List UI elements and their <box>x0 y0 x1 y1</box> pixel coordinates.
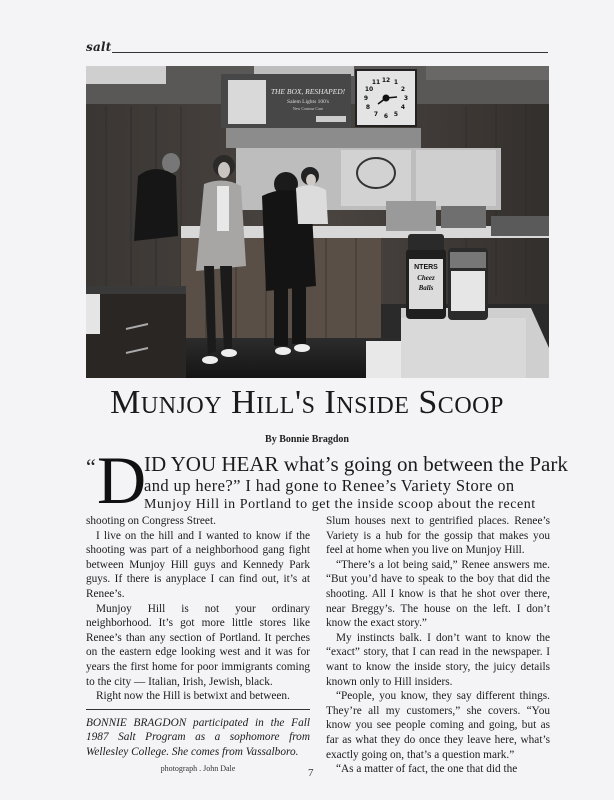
lede-line-2: and up here?” I had gone to Renee’s Variety Store on <box>144 476 515 495</box>
paragraph: Slum houses next to gentrified places. Renee’s Variety is a hub for the gossip that makes you feel at home when you live on Munjoy Hill. <box>326 515 550 557</box>
publication-logo: salt <box>86 40 112 54</box>
svg-text:12: 12 <box>381 77 391 84</box>
page-number: 7 <box>308 767 314 779</box>
svg-text:1: 1 <box>393 79 399 86</box>
drop-cap: D <box>97 442 147 518</box>
svg-text:Balls: Balls <box>418 284 434 292</box>
svg-text:8: 8 <box>365 104 371 111</box>
svg-text:2: 2 <box>400 86 406 93</box>
paragraph: “There’s a lot being said,” Renee answers me. “But you’d have to speak to the boy that did the shooting. All I know is that he shot over there, near Breggy’s. The house on the left. I don’t know the exact story.” <box>326 558 550 630</box>
paragraph: My instincts balk. I don’t want to know the “exact” story, that I can read in the newspaper. I want to know the inside story, the juicy details known only to Hill insiders. <box>326 631 550 688</box>
bio-divider <box>86 709 310 710</box>
open-quote: “ <box>86 454 96 479</box>
svg-text:7: 7 <box>373 111 379 118</box>
sign-text: THE BOX, RESHAPED! <box>270 87 346 96</box>
article-title: Munjoy Hill's Inside Scoop <box>110 384 504 421</box>
svg-text:Cheez: Cheez <box>417 274 435 282</box>
svg-text:4: 4 <box>400 104 406 111</box>
paragraph: Right now the Hill is betwixt and between. <box>96 690 290 703</box>
paragraph: I live on the hill and I wanted to know if the shooting was part of a neighborhood gang fight between Munjoy Hill guys and Kennedy Park guys. If there is anyplace I can find out, it’s at Renee’s. <box>86 529 310 600</box>
paragraph: “People, you know, they say different things. They’re all my customers,” she covers. “You know you see people coming and going, but as far as what they do once they leave here, what’s exactly going on, that’s a question mark.” <box>326 690 550 761</box>
author-bio: BONNIE BRAGDON participated in the Fall 1987 Salt Program as a sophomore from Wellesley College. She comes from Vassalboro. <box>86 716 310 758</box>
right-column <box>326 514 550 777</box>
lede-line-3: Munjoy Hill in Portland to get the inside scoop about the recent <box>144 497 536 512</box>
header-rule <box>112 52 548 53</box>
store-interior-photo <box>86 66 549 378</box>
running-head <box>86 42 548 56</box>
svg-text:New Contour Case: New Contour Case <box>292 106 324 111</box>
svg-text:Salem Lights 100's: Salem Lights 100's <box>287 99 329 105</box>
svg-text:9: 9 <box>363 95 369 102</box>
svg-text:10: 10 <box>364 86 374 93</box>
left-column <box>86 514 310 776</box>
paragraph: “As a matter of fact, the one that did the <box>336 763 518 776</box>
svg-text:5: 5 <box>393 111 399 118</box>
paragraph: Munjoy Hill is not your ordinary neighborhood. It’s got more little stores like Renee’s than any section of Portland. It perches on the eastern edge looking west and it was for years the first home for poor immigrants coming to the city — Italian, Irish, Jewish, black. <box>86 602 310 688</box>
lede-line-1: ID YOU HEAR what’s going on between the Park <box>144 452 568 476</box>
svg-text:3: 3 <box>403 95 409 102</box>
svg-text:NTERS: NTERS <box>414 264 438 271</box>
byline: By Bonnie Bragdon <box>265 434 349 445</box>
svg-text:11: 11 <box>371 79 381 86</box>
svg-text:6: 6 <box>383 113 389 120</box>
photo-credit: photograph . John Dale <box>160 763 236 773</box>
paragraph: shooting on Congress Street. <box>86 515 216 527</box>
